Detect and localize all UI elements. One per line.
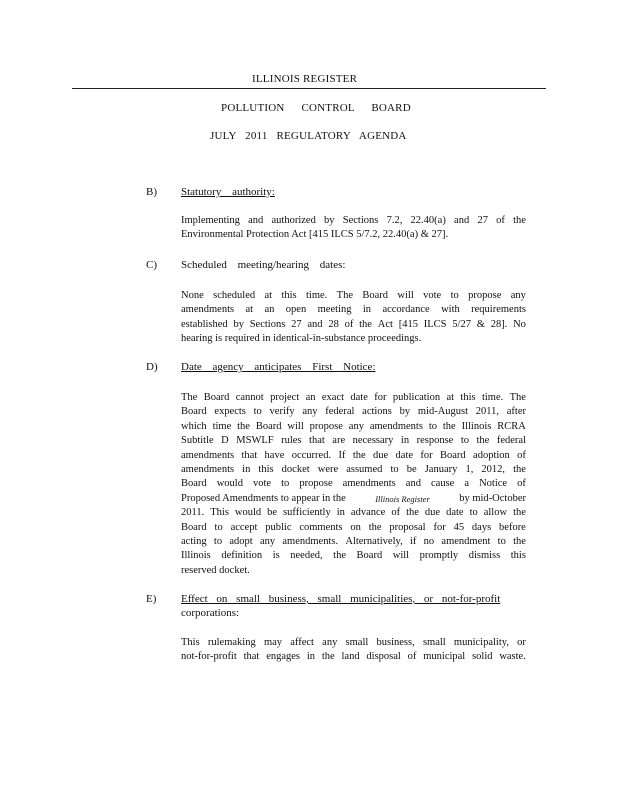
paragraph-line xyxy=(181,449,526,463)
word: the xyxy=(333,550,346,562)
word: project xyxy=(270,392,300,403)
word: and xyxy=(405,478,421,490)
word: expects xyxy=(214,406,246,418)
word: accept xyxy=(230,521,258,533)
word: to xyxy=(390,463,399,475)
word: assumed xyxy=(346,463,383,475)
word: Implementing xyxy=(181,215,240,226)
word: have xyxy=(264,449,285,461)
paragraph-line xyxy=(181,214,526,228)
word: of xyxy=(391,507,401,519)
word: for xyxy=(420,449,433,461)
word: 2011. xyxy=(181,507,205,519)
word: The xyxy=(509,392,526,403)
word: No xyxy=(513,318,526,330)
word: the xyxy=(352,449,366,461)
section-e-letter: E) xyxy=(146,593,157,605)
word: the xyxy=(513,463,526,475)
paragraph-line xyxy=(181,650,526,664)
word: and xyxy=(307,318,323,330)
word: allow xyxy=(483,507,508,519)
word: not-for-profit xyxy=(181,651,237,663)
word: if xyxy=(409,535,417,547)
paragraph-line-start: Proposed Amendments to appear in the xyxy=(181,492,346,504)
word: due xyxy=(373,449,389,461)
word: This xyxy=(181,637,200,648)
word: The xyxy=(181,392,198,403)
word: amendments xyxy=(342,478,396,490)
word: this xyxy=(258,463,274,475)
word: accordance xyxy=(382,304,430,316)
word: after xyxy=(506,406,526,418)
word: the xyxy=(513,507,526,519)
word: will xyxy=(392,550,410,562)
word: Board xyxy=(362,290,389,301)
section-e-heading: Effect on small business, small municipalities, or not-for-profit xyxy=(181,593,501,605)
word: dismiss xyxy=(468,550,501,562)
word: vote xyxy=(253,478,272,490)
word: D xyxy=(221,435,229,447)
word: amendments xyxy=(181,463,235,475)
paragraph-line: hearing is required in identical-in-substance proceedings. xyxy=(181,333,422,345)
section-b-heading: Statutory authority: xyxy=(181,186,275,198)
word: small xyxy=(422,637,446,648)
word: exact xyxy=(321,392,345,403)
word: by xyxy=(324,215,335,226)
word: 7.2, xyxy=(386,215,403,226)
word: publication xyxy=(392,392,441,403)
word: of xyxy=(344,318,354,330)
word: a xyxy=(464,478,470,490)
word: rules xyxy=(281,435,302,447)
word: amendments. xyxy=(282,535,339,547)
word: cause xyxy=(431,478,455,490)
word: promptly xyxy=(419,550,459,562)
word: be xyxy=(267,507,278,519)
word: ILCS xyxy=(423,318,447,330)
word: that xyxy=(241,449,258,461)
word: Notice xyxy=(479,478,508,490)
word: [415 xyxy=(398,318,418,330)
word: any xyxy=(259,535,276,547)
word: is xyxy=(272,550,280,562)
word: the xyxy=(513,215,526,226)
word: no xyxy=(423,535,435,547)
header-rule xyxy=(72,88,546,89)
paragraph-line xyxy=(181,492,526,506)
word: Board xyxy=(181,406,207,418)
illinois-register-italic: Illinois Register xyxy=(375,493,430,504)
paragraph-line xyxy=(181,420,526,434)
word: 2012, xyxy=(481,463,506,475)
word: waste. xyxy=(499,651,526,663)
word: Subtitle xyxy=(181,435,214,447)
word: amendments xyxy=(369,420,423,432)
word: and xyxy=(454,215,470,226)
word: amendment xyxy=(441,535,491,547)
word: to xyxy=(428,420,437,432)
word: federal xyxy=(325,406,355,418)
word: of xyxy=(407,651,417,663)
word: 1, xyxy=(465,463,474,475)
word: comments xyxy=(299,521,343,533)
section-c-letter: C) xyxy=(146,259,157,271)
word: the xyxy=(368,521,382,533)
word: for xyxy=(433,521,446,533)
word: None xyxy=(181,290,204,301)
word: 22.40(a) xyxy=(410,215,446,226)
word: are xyxy=(332,435,346,447)
word: would xyxy=(216,478,243,490)
word: acting xyxy=(181,535,207,547)
word: The xyxy=(336,290,353,301)
word: Illinois xyxy=(181,550,211,562)
word: Sections xyxy=(342,215,379,226)
word: any xyxy=(510,290,526,301)
word: that xyxy=(309,435,325,447)
word: 45 xyxy=(453,521,465,533)
word: of xyxy=(517,478,526,490)
word: propose xyxy=(299,478,333,490)
word: the xyxy=(476,435,490,447)
word: to xyxy=(253,406,262,418)
word: days xyxy=(471,521,492,533)
word: any xyxy=(302,406,318,418)
word: to xyxy=(214,521,223,533)
word: 28 xyxy=(328,318,339,330)
paragraph-line xyxy=(181,463,526,477)
section-e-heading-cont: corporations: xyxy=(181,607,240,619)
agenda-title: JULY 2011 REGULATORY AGENDA xyxy=(210,130,407,142)
word: date xyxy=(446,507,464,519)
word: will xyxy=(287,420,304,432)
word: scheduled xyxy=(213,290,256,301)
word: which xyxy=(181,420,207,432)
word: propose xyxy=(468,290,502,301)
word: needed, xyxy=(290,550,323,562)
paragraph-line xyxy=(181,521,526,535)
word: This xyxy=(210,507,229,519)
word: that xyxy=(243,651,260,663)
word: definition xyxy=(221,550,263,562)
word: time. xyxy=(481,392,504,403)
word: 27 xyxy=(477,215,488,226)
word: date xyxy=(395,449,414,461)
section-b-paragraph xyxy=(181,214,526,243)
section-b-letter: B) xyxy=(146,186,157,198)
word: small xyxy=(345,637,369,648)
word: to xyxy=(213,535,223,547)
paragraph-line xyxy=(181,303,526,317)
word: date xyxy=(350,392,368,403)
word: cannot xyxy=(235,392,264,403)
board-title: POLLUTION CONTROL BOARD xyxy=(221,102,411,114)
word: Board xyxy=(203,392,230,403)
word: January xyxy=(424,463,458,475)
word: adopt xyxy=(229,535,253,547)
word: Board xyxy=(181,521,207,533)
word: due xyxy=(424,507,441,519)
word: of xyxy=(496,215,505,226)
section-d-heading: Date agency anticipates First Notice: xyxy=(181,361,376,373)
word: & xyxy=(476,318,485,330)
word: in xyxy=(242,463,251,475)
paragraph-line xyxy=(181,318,526,332)
paragraph-line xyxy=(181,477,526,491)
word: public xyxy=(265,521,292,533)
word: would xyxy=(234,507,262,519)
word: Illinois xyxy=(461,420,492,432)
paragraph-line xyxy=(181,391,526,405)
word: any xyxy=(348,420,364,432)
word: time xyxy=(212,420,232,432)
word: an xyxy=(305,392,316,403)
paragraph-line xyxy=(181,289,526,303)
word: before xyxy=(499,521,526,533)
paragraph-line xyxy=(181,434,526,448)
word: the xyxy=(321,651,335,663)
word: in xyxy=(400,435,410,447)
word: engages xyxy=(266,651,301,663)
word: of xyxy=(517,449,526,461)
word: to xyxy=(281,478,290,490)
word: sufficiently xyxy=(283,507,331,519)
paragraph-line xyxy=(181,506,526,520)
word: municipality, xyxy=(453,637,509,648)
word: municipal xyxy=(423,651,466,663)
word: to xyxy=(460,435,470,447)
word: federal xyxy=(496,435,526,447)
word: mid-August xyxy=(417,406,469,418)
paragraph-line xyxy=(181,636,526,650)
word: docket xyxy=(281,463,310,475)
word: and xyxy=(248,215,264,226)
word: proposal xyxy=(389,521,426,533)
word: were xyxy=(317,463,339,475)
word: by xyxy=(233,318,244,330)
paragraph-line xyxy=(181,405,526,419)
word: established xyxy=(181,318,228,330)
word: 27 xyxy=(291,318,302,330)
word: time. xyxy=(306,290,328,301)
paragraph-line: reserved docket. xyxy=(181,564,250,576)
paragraph-line: Environmental Protection Act [415 ILCS 5/7.2, 22.40(a) & 27]. xyxy=(181,229,449,241)
paragraph-line-end: by mid-October xyxy=(459,492,526,504)
paragraph-line xyxy=(181,535,526,549)
word: be xyxy=(406,463,417,475)
word: occurred. xyxy=(291,449,332,461)
word: in xyxy=(306,651,316,663)
section-c-heading: Scheduled meeting/hearing dates: xyxy=(181,259,346,271)
word: an xyxy=(264,304,275,316)
word: to xyxy=(450,290,459,301)
word: for xyxy=(374,392,387,403)
word: the xyxy=(442,420,456,432)
word: this xyxy=(510,550,526,562)
word: land xyxy=(341,651,360,663)
word: verify xyxy=(269,406,295,418)
word: Board xyxy=(181,478,207,490)
word: requirements xyxy=(471,304,526,316)
word: actions xyxy=(362,406,392,418)
register-title: ILLINOIS REGISTER xyxy=(252,73,358,85)
word: authorized xyxy=(271,215,316,226)
word: the xyxy=(406,507,419,519)
word: disposal xyxy=(366,651,401,663)
word: with xyxy=(441,304,460,316)
word: Board xyxy=(356,550,383,562)
word: any xyxy=(322,637,338,648)
word: meeting xyxy=(317,304,352,316)
word: adoption xyxy=(473,449,510,461)
word: will xyxy=(397,290,414,301)
word: this xyxy=(281,290,297,301)
word: 5/27 xyxy=(452,318,471,330)
word: Alternatively, xyxy=(345,535,403,547)
word: amendments xyxy=(181,449,235,461)
word: or xyxy=(517,637,526,648)
word: rulemaking xyxy=(207,637,256,648)
word: in xyxy=(336,507,345,519)
section-d-letter: D) xyxy=(146,361,158,373)
word: advance xyxy=(350,507,386,519)
word: affect xyxy=(290,637,314,648)
word: If xyxy=(338,449,346,461)
word: necessary xyxy=(352,435,394,447)
section-d-paragraph xyxy=(181,391,526,578)
word: 2011, xyxy=(475,406,500,418)
word: Sections xyxy=(249,318,286,330)
word: may xyxy=(263,637,283,648)
word: the xyxy=(359,318,372,330)
word: in xyxy=(362,304,372,316)
word: Board xyxy=(440,449,466,461)
section-c-paragraph xyxy=(181,289,526,347)
word: on xyxy=(350,521,361,533)
word: business, xyxy=(376,637,415,648)
word: 28]. xyxy=(490,318,508,330)
word: propose xyxy=(309,420,343,432)
word: response xyxy=(416,435,454,447)
word: solid xyxy=(472,651,493,663)
word: vote xyxy=(423,290,442,301)
paragraph-line xyxy=(181,549,526,563)
word: at xyxy=(446,392,455,403)
word: to xyxy=(497,535,506,547)
section-e-paragraph xyxy=(181,636,526,665)
word: the xyxy=(513,535,526,547)
word: at xyxy=(264,290,273,301)
word: amendments xyxy=(181,304,235,316)
word: this xyxy=(460,392,476,403)
word: RCRA xyxy=(497,420,526,432)
word: by xyxy=(399,406,411,418)
word: Act xyxy=(377,318,393,330)
word: Board xyxy=(255,420,282,432)
word: open xyxy=(285,304,307,316)
word: the xyxy=(237,420,250,432)
word: at xyxy=(245,304,254,316)
word: to xyxy=(469,507,478,519)
word: MSWLF xyxy=(236,435,274,447)
